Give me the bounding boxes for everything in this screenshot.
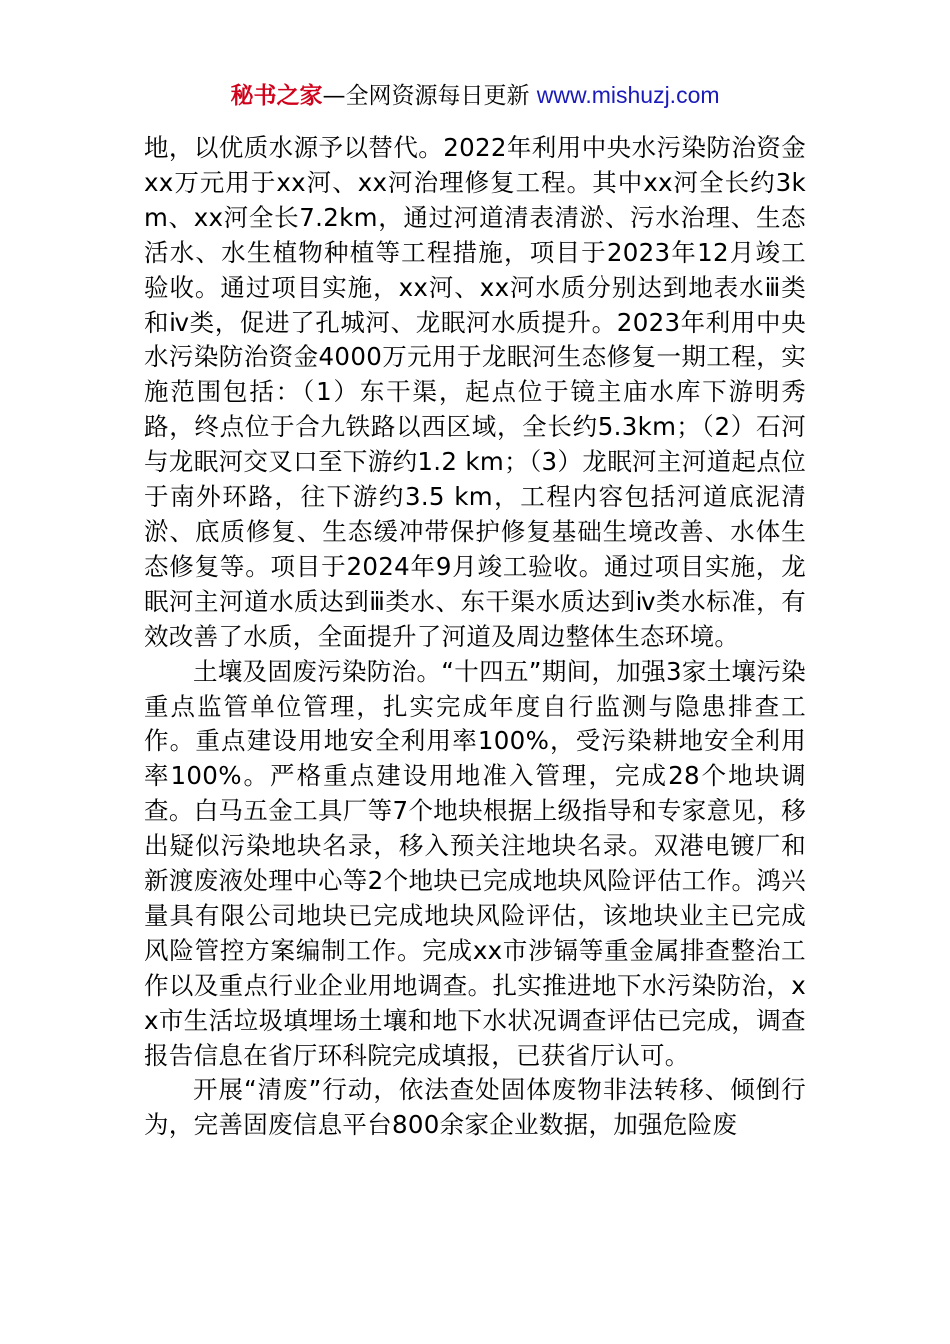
paragraph-water-projects: 地，以优质水源予以替代。2022年利用中央水污染防治资金xx万元用于xx河、xx河治理修复工程。其中xx河全长约3km、xx河全长7.2km，通过河道清表清淤、污水治理、生态活水、水生植物种植等工程措施，项目于2023年12月竣工验收。通过项目实施，xx河、xx河水质分别达到地表水ⅲ类和ⅳ类，促进了孔城河、龙眠河水质提升。2023年利用中央水污染防治资金4000万元用于龙眠河生态修复一期工程，实施范围包括：（1）东干渠，起点位于镜主庙水库下游明秀路，终点位于合九铁路以西区域，全长约5.3km；（2）石河与龙眠河交叉口至下游约1.2 km；（3）龙眠河主河道起点位于南外环路，往下游约3.5 km，工程内容包括河道底泥清淤、底质修复、生态缓冲带保护修复基础生境改善、水体生态修复等。项目于2024年9月竣工验收。通过项目实施，龙眠河主河道水质达到ⅲ类水、东干渠水质达到ⅳ类水标准，有效改善了水质，全面提升了河道及周边整体生态环境。: [144, 133, 806, 651]
brand-name: 秘书之家: [230, 83, 323, 109]
paragraph-clear-waste-action: 开展“清废”行动，依法查处固体废物非法转移、倾倒行为，完善固废信息平台800余家企业数据，加强危险废: [144, 1075, 806, 1140]
paragraph-soil-waste: 土壤及固废污染防治。“十四五”期间，加强3家土壤污染重点监管单位管理，扎实完成年度自行监测与隐患排查工作。重点建设用地安全利用率100%，受污染耕地安全利用率100%。严格重点建设用地准入管理，完成28个地块调查。白马五金工具厂等7个地块根据上级指导和专家意见，移出疑似污染地块名录，移入预关注地块名录。双港电镀厂和新渡废液处理中心等2个地块已完成地块风险评估工作。鸿兴量具有限公司地块已完成地块风险评估，该地块业主已完成风险管控方案编制工作。完成xx市涉镉等重金属排查整治工作以及重点行业企业用地调查。扎实推进地下水污染防治，xx市生活垃圾填埋场土壤和地下水状况调查评估已完成，调查报告信息在省厅环科院完成填报，已获省厅认可。: [144, 656, 806, 1070]
page-header: [0, 78, 950, 113]
document-body: [144, 131, 806, 1143]
site-url-link[interactable]: www.mishuzj.com: [536, 82, 720, 108]
header-tagline: —全网资源每日更新: [322, 83, 530, 109]
